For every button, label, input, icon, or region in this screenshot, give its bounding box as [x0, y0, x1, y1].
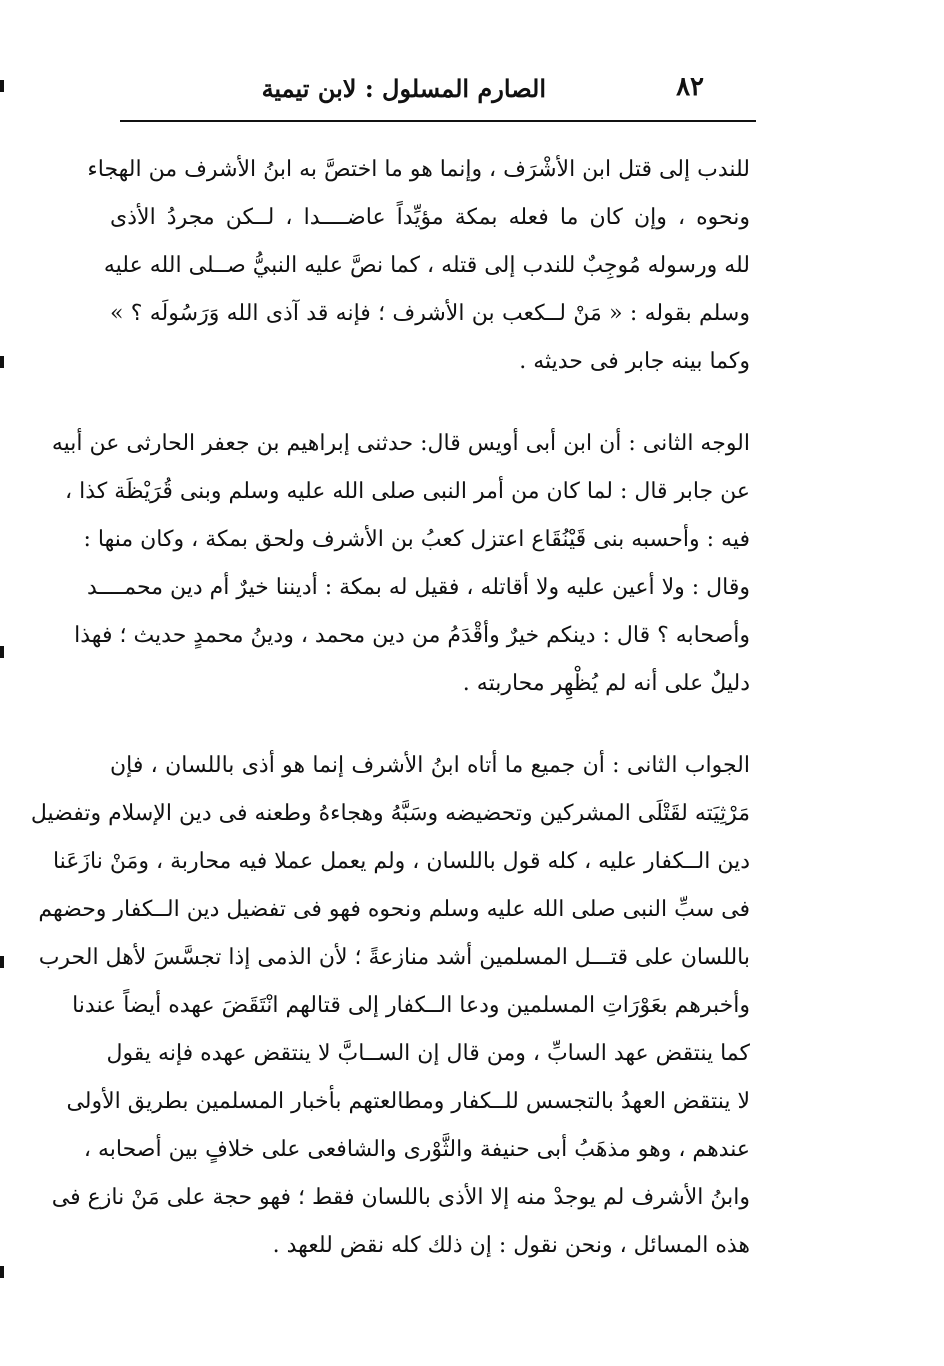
scan-margin-mark	[0, 1266, 4, 1278]
page-header	[120, 72, 756, 112]
text-line: باللسان على قتـــل المسلمين أشد منازعةً ؛ لأن الذمى إذا تجسَّسَ لأهل الحرب	[38, 945, 750, 970]
text-line: فى سبِّ النبى صلى الله عليه وسلم ونحوه فهو فى تفضيل دين الــكفار وحضهم	[38, 897, 750, 922]
paragraph	[87, 146, 750, 386]
paragraph	[30, 742, 750, 1270]
page-number: ٨٢	[676, 72, 704, 102]
text-line: دليلٌ على أنه لم يُظْهِر محاربته .	[462, 671, 750, 696]
header-rule	[120, 120, 756, 122]
text-line: وقال : ولا أعين عليه ولا أقاتله ، فقيل له بمكة : أديننا خيرٌ أم دين محمــــد	[86, 575, 750, 600]
text-line: وأخبرهم بعَوْرَاتِ المسلمين ودعا الــكفار إلى قتالهم انْتَقَضَ عهده أيضاً عندنا	[72, 993, 750, 1018]
running-title: الصارم المسلول : لابن تيمية	[261, 74, 546, 103]
text-line: الجواب الثانى : أن جميع ما أتاه ابنُ الأشرف إنما هو أذى باللسان ، فإن	[110, 753, 750, 778]
text-line: لله ورسوله مُوجِبٌ للندب إلى قتله ، كما نصَّ عليه النبيُّ صــلى الله عليه	[103, 253, 750, 278]
text-line: هذه المسائل ، ونحن نقول : إن ذلك كله نقض للعهد .	[272, 1233, 750, 1258]
paragraph	[51, 420, 750, 708]
scan-margin-mark	[0, 646, 4, 658]
text-line: دين الــكفار عليه ، كله قول باللسان ، ولم يعمل عملا فيه محاربة ، ومَنْ نازَعَنا	[52, 849, 750, 874]
text-line: وابنُ الأشرف لم يوجدْ منه إلا الأذى باللسان فقط ؛ فهو حجة على مَنْ نازع فى	[51, 1185, 750, 1210]
text-line: وكما بينه جابر فى حديثه .	[519, 349, 750, 374]
scan-margin-mark	[0, 956, 4, 968]
body-text	[30, 146, 750, 1270]
text-line: لا ينتقض العهدُ بالتجسس للــكفار ومطالعتهم بأخبار المسلمين بطريق الأولى	[66, 1089, 750, 1114]
text-line: عندهم ، وهو مذهَبُ أبى حنيفة والثَّوْرى والشافعى على خلافٍ بين أصحابه ،	[83, 1137, 750, 1162]
paragraph-gap	[110, 708, 750, 742]
text-line: للندب إلى قتل ابن الأشْرَف ، وإنما هو ما اختصَّ به ابنُ الأشرف من الهجاء	[87, 157, 750, 182]
scan-margin-mark	[0, 80, 4, 92]
text-line: الوجه الثانى : أن ابن أبى أويس قال: حدثنى إبراهيم بن جعفر الحارثى عن أبيه	[51, 431, 750, 456]
scan-margin-mark	[0, 356, 4, 368]
text-line: وسلم بقوله : « مَنْ لــكعب بن الأشرف ؛ فإنه قد آذى الله وَرَسُولَه ؟ »	[110, 301, 750, 326]
paragraph-gap	[110, 386, 750, 420]
text-line: عن جابر قال : لما كان من أمر النبى صلى الله عليه وسلم وبنى قُرَيْظَة كذا ،	[65, 479, 750, 504]
text-line: مَرْثِيَته لقَتْلَى المشركين وتحضيضه وسَبَّهُ وهجاءهُ وطعنه فى دين الإسلام وتفضيل	[30, 801, 750, 826]
text-line: ونحوه ، وإن كان ما فعله بمكة مؤيِّداً عاضــــدا ، لــكن مجردُ الأذى	[110, 205, 750, 230]
text-line: كما ينتقض عهد السابِّ ، ومن قال إن الســابَّ لا ينتقض عهده فإنه يقول	[106, 1041, 750, 1066]
text-line: وأصحابه ؟ قال : دينكم خيرٌ وأقْدَمُ من دين محمد ، ودينُ محمدٍ حديث ؛ فهذا	[74, 623, 750, 648]
text-line: فيه : وأحسبه بنى قَيْنُقَاع اعتزل كعبُ بن الأشرف ولحق بمكة ، وكان منها :	[83, 527, 750, 552]
